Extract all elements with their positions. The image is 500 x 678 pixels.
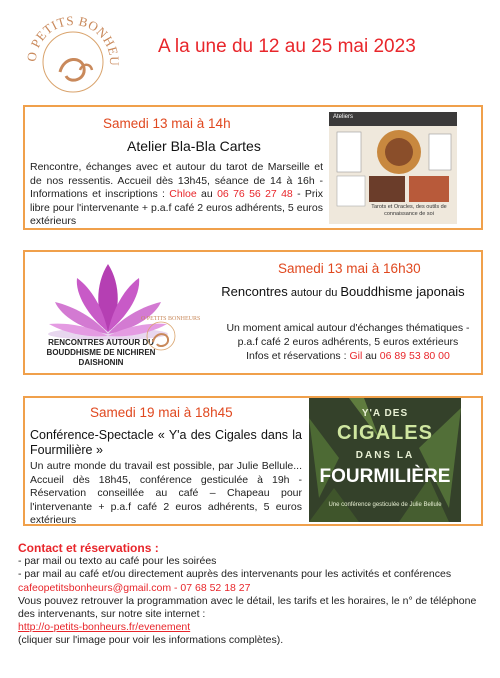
page-headline: A la une du 12 au 25 mai 2023: [158, 36, 416, 57]
event-description: Un moment amical autour d'échanges thématiques - p.a.f café 2 euros adhérents, 5 euros extérieurs: [226, 322, 470, 348]
event-contact: Infos et réservations : Gil au 06 89 53 80 00: [246, 350, 450, 362]
event-card-tarot[interactable]: [23, 105, 483, 230]
small-logo-text: O PETITS BONHEURS: [141, 316, 201, 322]
contact-line-3: Vous pouvez retrouver la programmation avec le détail, les tarifs et les horaires, le n° de téléphone des intervenants, sur notre site internet :: [18, 594, 477, 621]
contact-line-1: - par mail ou texto au café pour les soirées: [18, 555, 217, 568]
poster-line1: Y'A DES: [361, 408, 409, 419]
event-date: Samedi 13 mai à 14h: [103, 116, 231, 131]
contact-title: Contact et réservations :: [18, 541, 159, 555]
contact-email-phone[interactable]: cafeopetitsbonheurs@gmail.com - 07 68 52 18 27: [18, 581, 251, 594]
event-date: Samedi 19 mai à 18h45: [90, 405, 233, 420]
event-title: Conférence-Spectacle « Y'a des Cigales dans la Fourmilière »: [30, 428, 302, 457]
event-image-lotus[interactable]: [33, 254, 201, 372]
contact-name: Gil: [349, 350, 363, 362]
event-title: Rencontres autour du Bouddhisme japonais: [221, 284, 465, 299]
event-card-conference[interactable]: [23, 396, 483, 526]
brand-logo-graphic: [24, 12, 122, 102]
lotus-caption: RENCONTRES AUTOUR DU BOUDDHISME DE NICHIREN DAISHONIN: [46, 338, 156, 367]
contact-name: Chloe: [169, 188, 197, 200]
poster-caption: Tarots et Oracles, des outils de connaissance de soi: [371, 204, 447, 217]
event-title: Atelier Bla-Bla Cartes: [127, 138, 261, 154]
contact-section: [18, 542, 488, 648]
contact-line-2: - par mail au café et/ou directement auprès des intervenants pour les activités et conférences: [18, 568, 452, 581]
poster-line3: DANS LA: [355, 450, 415, 461]
event-poster-cigales[interactable]: [309, 398, 461, 522]
poster-line2: CIGALES: [337, 422, 433, 444]
poster-line4: FOURMILIÈRE: [319, 466, 451, 487]
event-description: Rencontre, échanges avec et autour du tarot de Marseille et de nos ressentis. Accueil dès 13h45, séance de 14 à 16h - Informations et inscriptions : Chloe au 06 76 56 27 48 - Prix libre pour l'intervenante + p.a.f café 2 euros adhérents, 5 euros extérieurs: [30, 161, 323, 227]
event-card-bouddhisme[interactable]: [23, 250, 483, 375]
contact-phone: 06 76 56 27 48: [217, 188, 293, 200]
small-logo-icon: [137, 312, 201, 360]
contact-line-4: (cliquer sur l'image pour voir les informations complètes).: [18, 634, 284, 647]
brand-logo[interactable]: [24, 12, 122, 102]
event-description: Un autre monde du travail est possible, par Julie Bellule... Accueil dès 18h45, conférence gesticulée à 19h - Réservation conseillée au café – Chapeau pour l'intervenante + p.a.f café 2 euros adhérents, 5 euros extérieurs: [30, 460, 302, 526]
event-date: Samedi 13 mai à 16h30: [278, 261, 421, 276]
poster-label: Ateliers: [333, 114, 354, 120]
poster-subtitle: Une conférence gesticulée de Julie Bellule: [328, 502, 442, 508]
event-poster-tarot[interactable]: [329, 112, 457, 224]
website-link[interactable]: http://o-petits-bonheurs.fr/evenement: [18, 621, 191, 634]
brand-logo-text: O PETITS BONHEU: [24, 12, 122, 67]
contact-phone: 06 89 53 80 00: [379, 350, 450, 362]
